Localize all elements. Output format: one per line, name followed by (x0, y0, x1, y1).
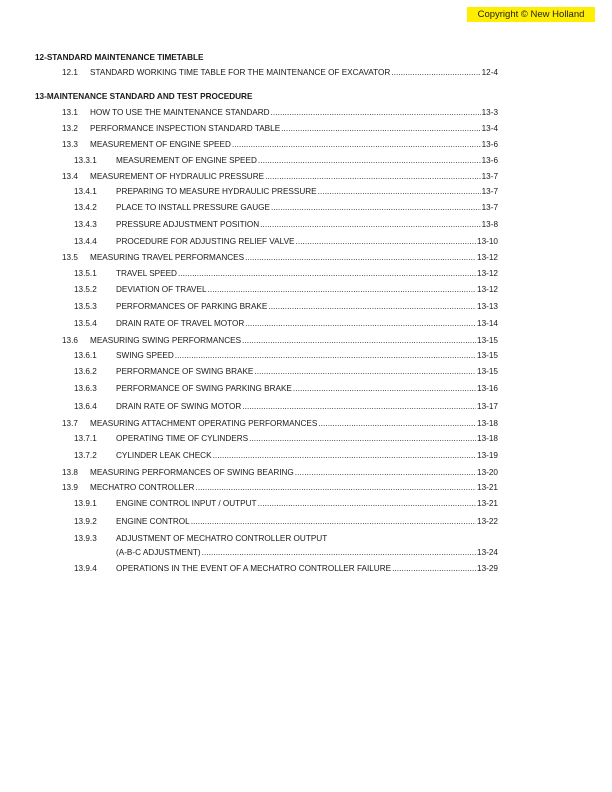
toc-entry-title: MECHATRO CONTROLLER (90, 483, 195, 492)
chapter-12-title: 12-STANDARD MAINTENANCE TIMETABLE (35, 53, 204, 62)
dot-leader (260, 219, 480, 230)
toc-entry-13-4[interactable] (62, 171, 498, 182)
toc-entry-13-2[interactable] (62, 123, 498, 134)
dot-leader (254, 366, 476, 377)
toc-entry-13-6[interactable] (62, 335, 498, 346)
dot-leader (175, 350, 476, 361)
toc-entry-title: PRESSURE ADJUSTMENT POSITION (116, 220, 260, 229)
toc-entry-title: DRAIN RATE OF TRAVEL MOTOR (116, 319, 245, 328)
toc-entry-13-5-3[interactable] (74, 301, 498, 312)
toc-entry-number: 13.5 (62, 253, 78, 262)
toc-entry-title: MEASURING PERFORMANCES OF SWING BEARING (90, 468, 294, 477)
toc-entry-number: 13.5.2 (74, 285, 97, 294)
toc-entry-title: STANDARD WORKING TIME TABLE FOR THE MAINTENANCE OF EXCAVATOR (90, 68, 391, 77)
dot-leader (242, 401, 476, 412)
toc-entry-title: MEASUREMENT OF ENGINE SPEED (90, 140, 231, 149)
toc-entry-title: CYLINDER LEAK CHECK (116, 451, 212, 460)
toc-entry-number: 13.5.3 (74, 302, 97, 311)
dot-leader (293, 383, 476, 394)
toc-entry-number: 13.4 (62, 172, 78, 181)
dot-leader (271, 202, 481, 213)
toc-entry-13-7-1[interactable] (74, 433, 498, 444)
toc-entry-13-4-2[interactable] (74, 202, 498, 213)
toc-entry-page: 13-10 (477, 237, 498, 246)
toc-entry-title: ADJUSTMENT OF MECHATRO CONTROLLER OUTPUT (116, 534, 328, 543)
toc-entry-13-6-4[interactable] (74, 401, 498, 412)
dot-leader (242, 335, 476, 346)
dot-leader (202, 547, 476, 558)
toc-entry-13-7-2[interactable] (74, 450, 498, 461)
toc-entry-title: TRAVEL SPEED (116, 269, 177, 278)
toc-entry-number: 13.3.1 (74, 156, 97, 165)
toc-entry-number: 13.7 (62, 419, 78, 428)
dot-leader (296, 236, 477, 247)
toc-entry-title: MEASURING ATTACHMENT OPERATING PERFORMANCES (90, 419, 318, 428)
toc-entry-number: 13.9 (62, 483, 78, 492)
toc-entry-13-7[interactable] (62, 418, 498, 429)
toc-entry-page: 13-6 (481, 156, 498, 165)
toc-entry-title: SWING SPEED (116, 351, 174, 360)
dot-leader (191, 516, 476, 527)
dot-leader (232, 139, 481, 150)
toc-entry-page: 13-22 (477, 517, 498, 526)
toc-entry-title: PREPARING TO MEASURE HYDRAULIC PRESSURE (116, 187, 317, 196)
dot-leader (392, 563, 476, 574)
toc-entry-13-6-3[interactable] (74, 383, 498, 394)
dot-leader (208, 284, 477, 295)
toc-entry-number: 13.6.2 (74, 367, 97, 376)
dot-leader (258, 155, 481, 166)
toc-entry-13-6-2[interactable] (74, 366, 498, 377)
toc-entry-page: 13-3 (481, 108, 498, 117)
dot-leader (281, 123, 480, 134)
toc-entry-page: 13-7 (481, 187, 498, 196)
toc-entry-number: 13.4.4 (74, 237, 97, 246)
toc-entry-page: 13-12 (477, 285, 498, 294)
toc-entry-title: DRAIN RATE OF SWING MOTOR (116, 402, 242, 411)
toc-entry-page: 12-4 (481, 68, 498, 77)
toc-entry-page: 13-16 (477, 384, 498, 393)
toc-entry-title: PERFORMANCE INSPECTION STANDARD TABLE (90, 124, 281, 133)
toc-entry-title: ENGINE CONTROL (116, 517, 190, 526)
toc-entry-number: 13.9.4 (74, 564, 97, 573)
toc-entry-13-8[interactable] (62, 467, 498, 478)
toc-entry-number: 13.9.1 (74, 499, 97, 508)
toc-entry-page: 13-15 (477, 336, 498, 345)
dot-leader (318, 186, 481, 197)
toc-entry-page: 13-12 (477, 269, 498, 278)
toc-entry-13-3[interactable] (62, 139, 498, 150)
toc-entry-title: PROCEDURE FOR ADJUSTING RELIEF VALVE (116, 237, 295, 246)
toc-entry-page: 13-18 (477, 419, 498, 428)
toc-entry-number: 13.4.3 (74, 220, 97, 229)
toc-entry-page: 13-15 (477, 351, 498, 360)
toc-entry-number: 13.4.2 (74, 203, 97, 212)
toc-entry-title: OPERATING TIME OF CYLINDERS (116, 434, 249, 443)
toc-entry-page: 13-21 (477, 499, 498, 508)
toc-entry-title: PLACE TO INSTALL PRESSURE GAUGE (116, 203, 270, 212)
toc-entry-13-4-4[interactable] (74, 236, 498, 247)
toc-entry-number: 13.9.3 (74, 534, 97, 543)
toc-entry-13-4-3[interactable] (74, 219, 498, 230)
dot-leader (258, 498, 476, 509)
toc-entry-title: PERFORMANCES OF PARKING BRAKE (116, 302, 268, 311)
toc-entry-13-9-2[interactable] (74, 516, 498, 527)
toc-entry-page: 13-29 (477, 564, 498, 573)
toc-entry-number: 13.5.1 (74, 269, 97, 278)
toc-entry-title: PERFORMANCE OF SWING PARKING BRAKE (116, 384, 292, 393)
toc-entry-number: 13.8 (62, 468, 78, 477)
toc-entry-title: OPERATIONS IN THE EVENT OF A MECHATRO CONTROLLER FAILURE (116, 564, 392, 573)
toc-entry-page: 13-13 (477, 302, 498, 311)
dot-leader (245, 252, 476, 263)
toc-entry-page: 13-15 (477, 367, 498, 376)
dot-leader (249, 433, 476, 444)
toc-entry-number: 13.5.4 (74, 319, 97, 328)
dot-leader (318, 418, 476, 429)
toc-entry-page: 13-7 (481, 203, 498, 212)
toc-entry-page: 13-20 (477, 468, 498, 477)
toc-entry-number: 13.2 (62, 124, 78, 133)
toc-entry-page: 13-18 (477, 434, 498, 443)
toc-entry-title: MEASURING TRAVEL PERFORMANCES (90, 253, 245, 262)
toc-entry-13-1[interactable] (62, 107, 498, 118)
toc-entry-number: 13.6.3 (74, 384, 97, 393)
dot-leader (195, 482, 476, 493)
toc-entry-page: 13-4 (481, 124, 498, 133)
toc-entry-number: 13.6.4 (74, 402, 97, 411)
toc-entry-title: MEASUREMENT OF HYDRAULIC PRESSURE (90, 172, 265, 181)
toc-entry-title: PERFORMANCE OF SWING BRAKE (116, 367, 254, 376)
toc-entry-13-9-3-cont[interactable] (116, 547, 498, 558)
toc-entry-title: HOW TO USE THE MAINTENANCE STANDARD (90, 108, 270, 117)
dot-leader (391, 67, 480, 78)
toc-entry-page: 13-8 (481, 220, 498, 229)
toc-entry-number: 13.4.1 (74, 187, 97, 196)
toc-entry-title: ENGINE CONTROL INPUT / OUTPUT (116, 499, 257, 508)
toc-entry-number: 12.1 (62, 68, 78, 77)
toc-entry-13-9[interactable] (62, 482, 498, 493)
toc-entry-number: 13.7.1 (74, 434, 97, 443)
toc-entry-13-4-1[interactable] (74, 186, 498, 197)
toc-entry-page: 13-14 (477, 319, 498, 328)
toc-entry-13-5-4[interactable] (74, 318, 498, 329)
toc-entry-page: 13-19 (477, 451, 498, 460)
chapter-13-title: 13-MAINTENANCE STANDARD AND TEST PROCEDURE (35, 92, 253, 101)
toc-entry-page: 13-17 (477, 402, 498, 411)
toc-entry-title: MEASURING SWING PERFORMANCES (90, 336, 242, 345)
toc-entry-13-9-4[interactable] (74, 563, 498, 574)
dot-leader (178, 268, 476, 279)
dot-leader (271, 107, 481, 118)
toc-entry-number: 13.6.1 (74, 351, 97, 360)
copyright-badge: Copyright © New Holland (467, 7, 595, 22)
toc-entry-page: 13-7 (481, 172, 498, 181)
dot-leader (245, 318, 476, 329)
toc-entry-page: 13-6 (481, 140, 498, 149)
dot-leader (265, 171, 481, 182)
dot-leader (295, 467, 476, 478)
toc-entry-number: 13.6 (62, 336, 78, 345)
toc-entry-page: 13-24 (477, 548, 498, 557)
toc-entry-13-5[interactable] (62, 252, 498, 263)
toc-entry-13-6-1[interactable] (74, 350, 498, 361)
dot-leader (268, 301, 476, 312)
toc-entry-page: 13-12 (477, 253, 498, 262)
toc-entry-title: DEVIATION OF TRAVEL (116, 285, 207, 294)
toc-entry-13-9-1[interactable] (74, 498, 498, 509)
dot-leader (213, 450, 476, 461)
toc-entry-title-continued: (A-B-C ADJUSTMENT) (116, 548, 201, 557)
toc-entry-13-3-1[interactable] (74, 155, 498, 166)
toc-entry-13-9-3[interactable] (74, 533, 498, 544)
toc-entry-number: 13.3 (62, 140, 78, 149)
toc-entry-12-1[interactable] (62, 67, 498, 78)
toc-entry-title: MEASUREMENT OF ENGINE SPEED (116, 156, 257, 165)
toc-entry-number: 13.9.2 (74, 517, 97, 526)
toc-entry-number: 13.1 (62, 108, 78, 117)
toc-entry-page: 13-21 (477, 483, 498, 492)
toc-entry-13-5-1[interactable] (74, 268, 498, 279)
toc-entry-13-5-2[interactable] (74, 284, 498, 295)
toc-entry-number: 13.7.2 (74, 451, 97, 460)
